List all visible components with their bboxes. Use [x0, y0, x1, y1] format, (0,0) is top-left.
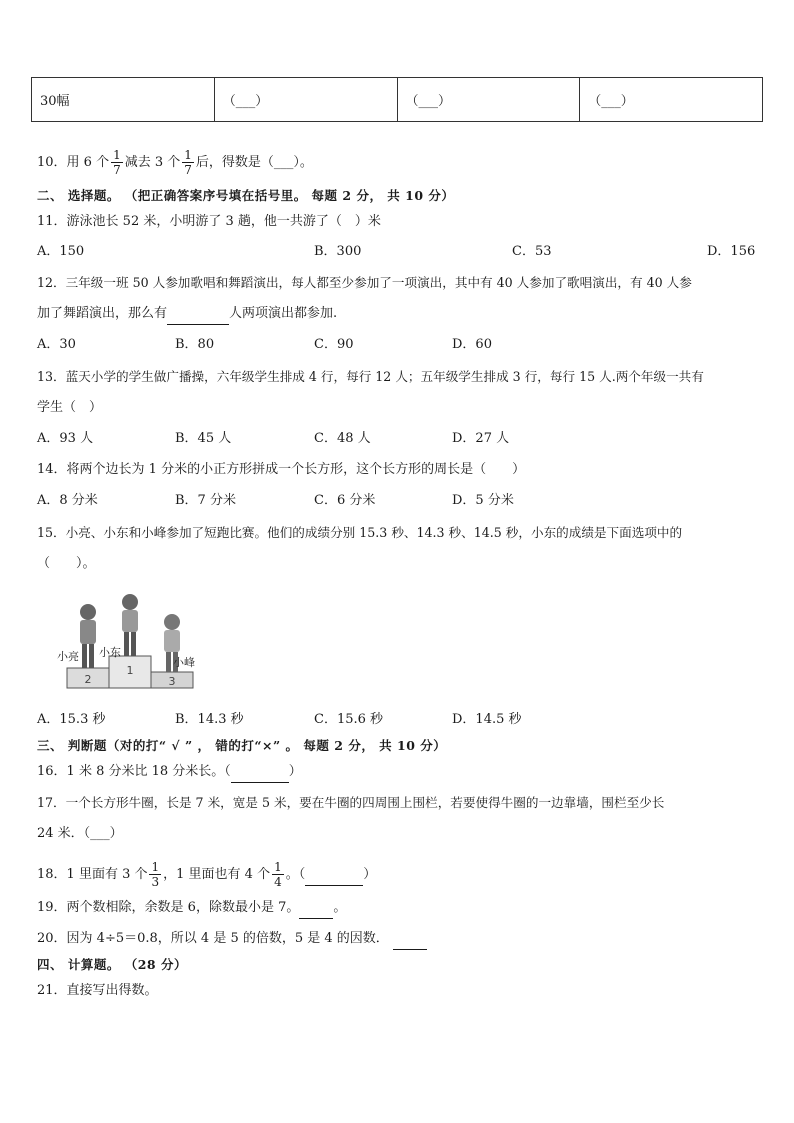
option-b: B．300 — [314, 244, 362, 259]
table-cell: 30幅 — [32, 78, 215, 122]
question-12-cont: 加了舞蹈演出，那么有 人两项演出都参加. — [37, 304, 337, 325]
option-b: B．14.3 秒 — [175, 712, 244, 727]
q10-text: 10．用 6 个 — [37, 155, 110, 170]
option-c: C．15.6 秒 — [314, 712, 384, 727]
fraction: $\frac{1}{4}$ — [274, 860, 282, 889]
answer-blank[interactable] — [167, 304, 229, 325]
question-16: 16．1 米 8 分米比 18 分米长。（ ） — [37, 762, 302, 783]
question-19: 19．两个数相除，余数是 6，除数最小是 7。 。 — [37, 898, 346, 919]
question-11: 11．游泳池长 52 米，小明游了 3 趟，他一共游了（ ）米 — [37, 214, 381, 229]
table-cell: （___） — [580, 78, 763, 122]
section-3-heading: 三、 判断题（对的打“ √ ” ， 错的打“×” 。 每题 2 分， 共 10 分） — [37, 738, 447, 753]
option-d: D．27 人 — [452, 431, 510, 446]
place-number: 3 — [168, 675, 176, 688]
answer-blank[interactable] — [305, 865, 363, 886]
child-figure-middle — [122, 594, 138, 656]
option-c: C．48 人 — [314, 431, 371, 446]
question-17-cont: 24 米．（___） — [37, 826, 123, 841]
place-number: 2 — [84, 673, 92, 686]
figure-label: 小峰 — [173, 656, 195, 669]
question-20: 20．因为 4÷5＝0.8，所以 4 是 5 的倍数，5 是 4 的因数． — [37, 929, 427, 950]
question-18: 18．1 里面有 3 个 $\frac{1}{3}$ ，1 里面也有 4 个 $\frac{1}{4}$ 。（ ） — [37, 860, 377, 889]
answer-table — [31, 77, 763, 122]
q10-text: 减去 3 个 — [124, 155, 181, 170]
answer-blank[interactable] — [231, 762, 289, 783]
option-c: C．6 分米 — [314, 493, 376, 508]
question-21: 21．直接写出得数。 — [37, 983, 158, 998]
option-d: D．156 — [707, 244, 756, 259]
q10-text: 后，得数是（___）。 — [195, 155, 313, 170]
question-15-cont: （ ）。 — [37, 556, 96, 571]
option-a: A．30 — [37, 337, 76, 352]
figure-label: 小亮 — [57, 650, 79, 663]
section-2-heading: 二、 选择题。 （把正确答案序号填在括号里。 每题 2 分， 共 10 分） — [37, 188, 455, 203]
table-cell: （___） — [397, 78, 580, 122]
option-a: A．150 — [37, 244, 85, 259]
fraction: $\frac{1}{3}$ — [151, 860, 160, 889]
question-17: 17．一个长方形牛圈，长是 7 米，宽是 5 米，要在牛圈的四周围上围栏，若要使得牛圈的一边靠墙，围栏至少长 — [37, 795, 665, 810]
table-row — [32, 78, 763, 122]
table-cell: （___） — [214, 78, 397, 122]
option-d: D．5 分米 — [452, 493, 514, 508]
question-13: 13．蓝天小学的学生做广播操，六年级学生排成 4 行，每行 12 人；五年级学生排成 3 行，每行 15 人.两个年级一共有 — [37, 369, 704, 384]
answer-blank[interactable] — [393, 929, 427, 950]
fraction: $\frac{1}{7}$ — [113, 148, 121, 177]
option-b: B．45 人 — [175, 431, 232, 446]
option-a: A．8 分米 — [37, 493, 98, 508]
option-c: C．53 — [512, 244, 552, 259]
option-d: D．60 — [452, 337, 492, 352]
option-a: A．15.3 秒 — [37, 712, 106, 727]
question-12: 12．三年级一班 50 人参加歌唱和舞蹈演出，每人都至少参加了一项演出，其中有 40 人参加了歌唱演出，有 40 人参 — [37, 275, 692, 290]
option-c: C．90 — [314, 337, 354, 352]
fraction: $\frac{1}{7}$ — [184, 148, 192, 177]
option-b: B．7 分米 — [175, 493, 236, 508]
place-number: 1 — [126, 664, 134, 677]
question-10 — [37, 148, 313, 177]
question-15: 15．小亮、小东和小峰参加了短跑比赛。他们的成绩分别 15.3 秒、14.3 秒、14.5 秒，小东的成绩是下面选项中的 — [37, 525, 683, 540]
podium-illustration — [55, 590, 205, 695]
answer-blank[interactable] — [299, 898, 333, 919]
child-figure-left — [80, 604, 96, 668]
question-13-cont: 学生（ ） — [37, 400, 103, 415]
option-b: B．80 — [175, 337, 215, 352]
section-4-heading: 四、 计算题。 （28 分） — [37, 957, 187, 972]
question-14: 14．将两个边长为 1 分米的小正方形拼成一个长方形，这个长方形的周长是（ ） — [37, 462, 526, 477]
option-a: A．93 人 — [37, 431, 94, 446]
option-d: D．14.5 秒 — [452, 712, 522, 727]
figure-label: 小东 — [99, 646, 121, 659]
